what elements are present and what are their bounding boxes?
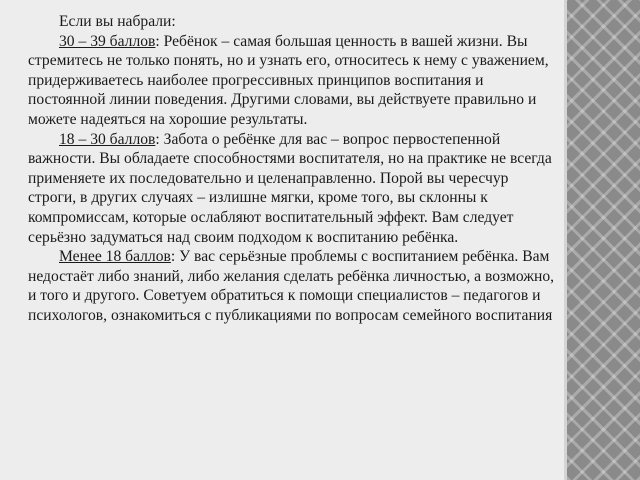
score-range-medium: 18 – 30 баллов [59,130,156,148]
score-range-low: Менее 18 баллов [59,248,171,266]
intro-line: Если вы набрали: [59,13,176,30]
decorative-side-pattern [567,0,640,480]
result-paragraph-low [28,247,560,325]
result-text-medium: : Забота о ребёнке для вас – вопрос первостепенной важности. Вы обладаете способностями воспитателя, но на практике не всегда применяете их последовательно и целенаправленно. Порой вы чересчур строги, в других случаях – излишне мягки, кроме того, вы склонны к компромиссам, которые ослабляют воспитательный эффект. Вам следует серьёзно задуматься над своим подходом к воспитанию ребёнка. [28,130,552,246]
result-paragraph-high [28,32,560,130]
result-text-high: : Ребёнок – самая большая ценность в вашей жизни. Вы стремитесь не только понять, но и узнать его, относитесь к нему с уважением, придерживаетесь наиболее прогрессивных принципов воспитания и постоянной линии поведения. Другими словами, вы действуете правильно и можете надеяться на хорошие результаты. [28,32,549,128]
result-text-low: : У вас серьёзные проблемы с воспитанием ребёнка. Вам недостаёт либо знаний, либо желания сделать ребёнка личностью, а возможно, и того и другого. Советуем обратиться к помощи специалистов – педагогов и психологов, ознакомиться с публикациями по вопросам семейного воспитания [28,248,555,324]
results-text [28,12,560,326]
score-range-high: 30 – 39 баллов [59,32,156,50]
result-paragraph-medium [28,130,560,248]
